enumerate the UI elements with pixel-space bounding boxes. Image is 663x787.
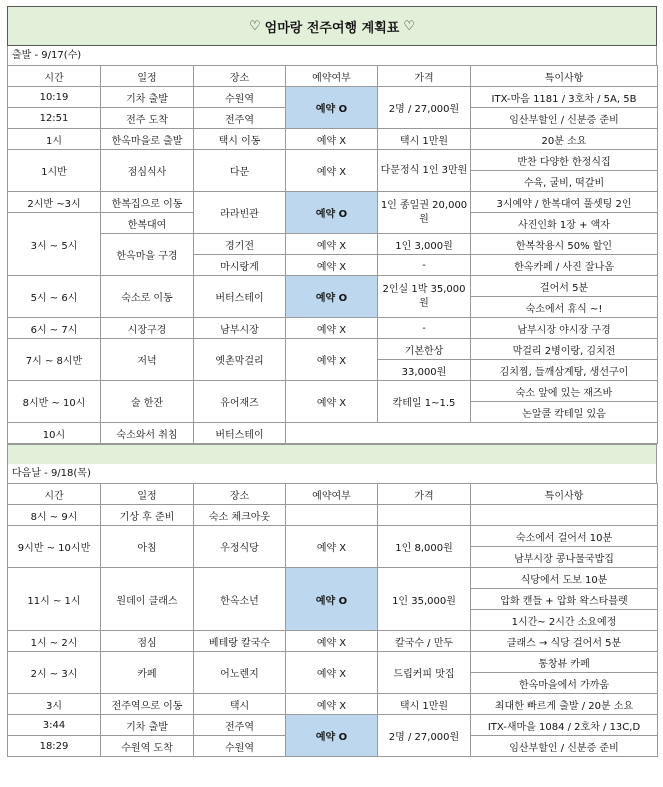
reservation-cell: 예약 X xyxy=(286,234,378,255)
price-cell: 2인실 1박 35,000원 xyxy=(378,276,471,318)
schedule-cell: 시장구경 xyxy=(101,318,194,339)
place-cell: 수원역 xyxy=(194,87,286,108)
note-cell: 통창뷰 카페 xyxy=(471,652,658,673)
day2-table xyxy=(7,483,658,757)
table-row xyxy=(8,192,658,213)
schedule-cell: 전주역으로 이동 xyxy=(101,694,194,715)
schedule-cell: 카페 xyxy=(101,652,194,694)
schedule-cell: 한옥마을로 출발 xyxy=(101,129,194,150)
time-cell: 2시반 ~3시 xyxy=(8,192,101,213)
time-cell: 8시 ~ 9시 xyxy=(8,505,101,526)
time-cell: 2시 ~ 3시 xyxy=(8,652,101,694)
price-cell: 1인 35,000원 xyxy=(378,568,471,631)
empty-cell xyxy=(286,423,658,444)
table-row xyxy=(8,381,658,402)
note-cell: 임산부할인 / 신분증 준비 xyxy=(471,736,658,757)
reservation-cell: 예약 O xyxy=(286,192,378,234)
reservation-cell: 예약 X xyxy=(286,129,378,150)
price-cell: 33,000원 xyxy=(378,360,471,381)
time-cell: 10:19 xyxy=(8,87,101,108)
time-cell: 18:29 xyxy=(8,736,101,757)
note-cell: 한옥마을에서 가까움 xyxy=(471,673,658,694)
place-cell: 베테랑 칼국수 xyxy=(194,631,286,652)
price-cell: - xyxy=(378,318,471,339)
reservation-cell: 예약 X xyxy=(286,526,378,568)
day1-table xyxy=(7,65,658,444)
note-cell: 숙소에서 휴식 ~! xyxy=(471,297,658,318)
reservation-cell: 예약 X xyxy=(286,339,378,381)
note-cell: 사진인화 1장 + 액자 xyxy=(471,213,658,234)
schedule-cell: 한옥마을 구경 xyxy=(101,234,194,276)
schedule-cell: 한복집으로 이동 xyxy=(101,192,194,213)
price-cell: 1인 3,000원 xyxy=(378,234,471,255)
note-cell: 최대한 빠르게 출발 / 20분 소요 xyxy=(471,694,658,715)
place-cell: 마시랑게 xyxy=(194,255,286,276)
table-row xyxy=(8,150,658,171)
time-cell: 9시반 ~ 10시반 xyxy=(8,526,101,568)
day-separator xyxy=(7,444,657,464)
col-header: 장소 xyxy=(194,484,286,505)
reservation-cell: 예약 O xyxy=(286,568,378,631)
time-cell: 1시 ~ 2시 xyxy=(8,631,101,652)
note-cell: 1시간~ 2시간 소요예정 xyxy=(471,610,658,631)
time-cell: 7시 ~ 8시반 xyxy=(8,339,101,381)
col-header: 특이사항 xyxy=(471,66,658,87)
price-cell: 기본한상 xyxy=(378,339,471,360)
place-cell: 전주역 xyxy=(194,715,286,736)
col-header: 예약여부 xyxy=(286,66,378,87)
heart-icon: ♡ xyxy=(403,18,415,34)
note-cell: ITX-새마을 1084 / 2호차 / 13C,D xyxy=(471,715,658,736)
price-cell: 2명 / 27,000원 xyxy=(378,715,471,757)
note-cell: 걸어서 5분 xyxy=(471,276,658,297)
time-cell: 1시 xyxy=(8,129,101,150)
place-cell: 경기전 xyxy=(194,234,286,255)
place-cell: 남부시장 xyxy=(194,318,286,339)
schedule-cell: 아침 xyxy=(101,526,194,568)
col-header: 일정 xyxy=(101,66,194,87)
place-cell: 라라빈관 xyxy=(194,192,286,234)
place-cell: 유어재즈 xyxy=(194,381,286,423)
place-cell: 버터스테이 xyxy=(194,276,286,318)
table-row xyxy=(8,276,658,297)
schedule-cell: 한복대여 xyxy=(101,213,194,234)
col-header: 일정 xyxy=(101,484,194,505)
time-cell: 10시 xyxy=(8,423,101,444)
note-cell: 김치찜, 들깨삼계탕, 생선구이 xyxy=(471,360,658,381)
table-row xyxy=(8,505,658,526)
col-header: 시간 xyxy=(8,484,101,505)
schedule-cell: 원데이 클래스 xyxy=(101,568,194,631)
note-cell: 논알콜 칵테일 있음 xyxy=(471,402,658,423)
schedule-cell: 저녁 xyxy=(101,339,194,381)
price-cell: 1인 종일권 20,000원 xyxy=(378,192,471,234)
schedule-cell: 점심 xyxy=(101,631,194,652)
table-row xyxy=(8,652,658,673)
note-cell: 클래스 → 식당 걸어서 5분 xyxy=(471,631,658,652)
schedule-cell: 점심식사 xyxy=(101,150,194,192)
place-cell: 한옥소년 xyxy=(194,568,286,631)
title-bar xyxy=(7,6,657,46)
heart-icon: ♡ xyxy=(249,18,261,34)
place-cell: 택시 xyxy=(194,694,286,715)
time-cell: 8시반 ~ 10시 xyxy=(8,381,101,423)
empty-cell xyxy=(286,505,378,526)
place-cell: 다문 xyxy=(194,150,286,192)
place-cell: 우정식당 xyxy=(194,526,286,568)
table-row xyxy=(8,715,658,736)
note-cell: 막걸리 2병이랑, 김치전 xyxy=(471,339,658,360)
price-cell: - xyxy=(378,255,471,276)
price-cell: 다문정식 1인 3만원 xyxy=(378,150,471,192)
time-cell: 3시 xyxy=(8,694,101,715)
reservation-cell: 예약 X xyxy=(286,652,378,694)
schedule-cell: 기차 출발 xyxy=(101,87,194,108)
note-cell: 숙소 앞에 있는 재즈바 xyxy=(471,381,658,402)
plan-sheet xyxy=(7,6,657,757)
col-header: 가격 xyxy=(378,66,471,87)
place-cell: 전주역 xyxy=(194,108,286,129)
note-cell: 수육, 굴비, 떡갈비 xyxy=(471,171,658,192)
day2-label: 다음날 - 9/18(목) xyxy=(7,464,657,483)
price-cell: 칵테일 1~1.5 xyxy=(378,381,471,423)
reservation-cell: 예약 X xyxy=(286,255,378,276)
empty-cell xyxy=(378,505,471,526)
note-cell: 한옥카페 / 사진 잘나옴 xyxy=(471,255,658,276)
note-cell: 남부시장 야시장 구경 xyxy=(471,318,658,339)
page-title: 엄마랑 전주여행 계획표 xyxy=(264,20,400,36)
place-cell: 옛촌막걸리 xyxy=(194,339,286,381)
reservation-cell: 예약 X xyxy=(286,150,378,192)
note-cell: 20분 소요 xyxy=(471,129,658,150)
table-row xyxy=(8,87,658,108)
col-header: 특이사항 xyxy=(471,484,658,505)
place-cell: 택시 이동 xyxy=(194,129,286,150)
time-cell: 6시 ~ 7시 xyxy=(8,318,101,339)
price-cell: 택시 1만원 xyxy=(378,129,471,150)
time-cell: 1시반 xyxy=(8,150,101,192)
header-row xyxy=(8,484,658,505)
note-cell: 식당에서 도보 10분 xyxy=(471,568,658,589)
price-cell: 칼국수 / 만두 xyxy=(378,631,471,652)
schedule-cell: 숙소로 이동 xyxy=(101,276,194,318)
note-cell: 3시예약 / 한복대여 풀셋팅 2인 xyxy=(471,192,658,213)
table-row xyxy=(8,129,658,150)
reservation-cell: 예약 X xyxy=(286,631,378,652)
note-cell: ITX-마음 1181 / 3호차 / 5A, 5B xyxy=(471,87,658,108)
table-row xyxy=(8,568,658,589)
time-cell: 3시 ~ 5시 xyxy=(8,213,101,276)
col-header: 장소 xyxy=(194,66,286,87)
col-header: 예약여부 xyxy=(286,484,378,505)
note-cell: 압화 캔들 + 압화 왁스타블렛 xyxy=(471,589,658,610)
table-row xyxy=(8,526,658,547)
table-row xyxy=(8,234,658,255)
note-cell: 반찬 다양한 한정식집 xyxy=(471,150,658,171)
reservation-cell: 예약 O xyxy=(286,715,378,757)
schedule-cell: 술 한잔 xyxy=(101,381,194,423)
reservation-cell: 예약 X xyxy=(286,318,378,339)
price-cell: 2명 / 27,000원 xyxy=(378,87,471,129)
time-cell: 5시 ~ 6시 xyxy=(8,276,101,318)
table-row xyxy=(8,631,658,652)
reservation-cell: 예약 O xyxy=(286,276,378,318)
schedule-cell: 기상 후 준비 xyxy=(101,505,194,526)
empty-cell xyxy=(471,505,658,526)
price-cell: 택시 1만원 xyxy=(378,694,471,715)
note-cell: 한복착용시 50% 할인 xyxy=(471,234,658,255)
header-row xyxy=(8,66,658,87)
note-cell: 남부시장 콩나물국밥집 xyxy=(471,547,658,568)
price-cell: 1인 8,000원 xyxy=(378,526,471,568)
table-row xyxy=(8,694,658,715)
table-row xyxy=(8,339,658,360)
reservation-cell: 예약 O xyxy=(286,87,378,129)
time-cell: 3:44 xyxy=(8,715,101,736)
schedule-cell: 기차 출발 xyxy=(101,715,194,736)
time-cell: 11시 ~ 1시 xyxy=(8,568,101,631)
schedule-cell: 숙소와서 취침 xyxy=(101,423,194,444)
price-cell: 드립커피 맛집 xyxy=(378,652,471,694)
col-header: 가격 xyxy=(378,484,471,505)
table-row xyxy=(8,423,658,444)
place-cell: 버터스테이 xyxy=(194,423,286,444)
reservation-cell: 예약 X xyxy=(286,381,378,423)
time-cell: 12:51 xyxy=(8,108,101,129)
day1-label: 출발 - 9/17(수) xyxy=(7,46,657,65)
place-cell: 숙소 체크아웃 xyxy=(194,505,286,526)
place-cell: 어노렌지 xyxy=(194,652,286,694)
note-cell: 임산부할인 / 신분증 준비 xyxy=(471,108,658,129)
table-row xyxy=(8,318,658,339)
schedule-cell: 수원역 도착 xyxy=(101,736,194,757)
schedule-cell: 전주 도착 xyxy=(101,108,194,129)
note-cell: 숙소에서 걸어서 10분 xyxy=(471,526,658,547)
place-cell: 수원역 xyxy=(194,736,286,757)
col-header: 시간 xyxy=(8,66,101,87)
reservation-cell: 예약 X xyxy=(286,694,378,715)
